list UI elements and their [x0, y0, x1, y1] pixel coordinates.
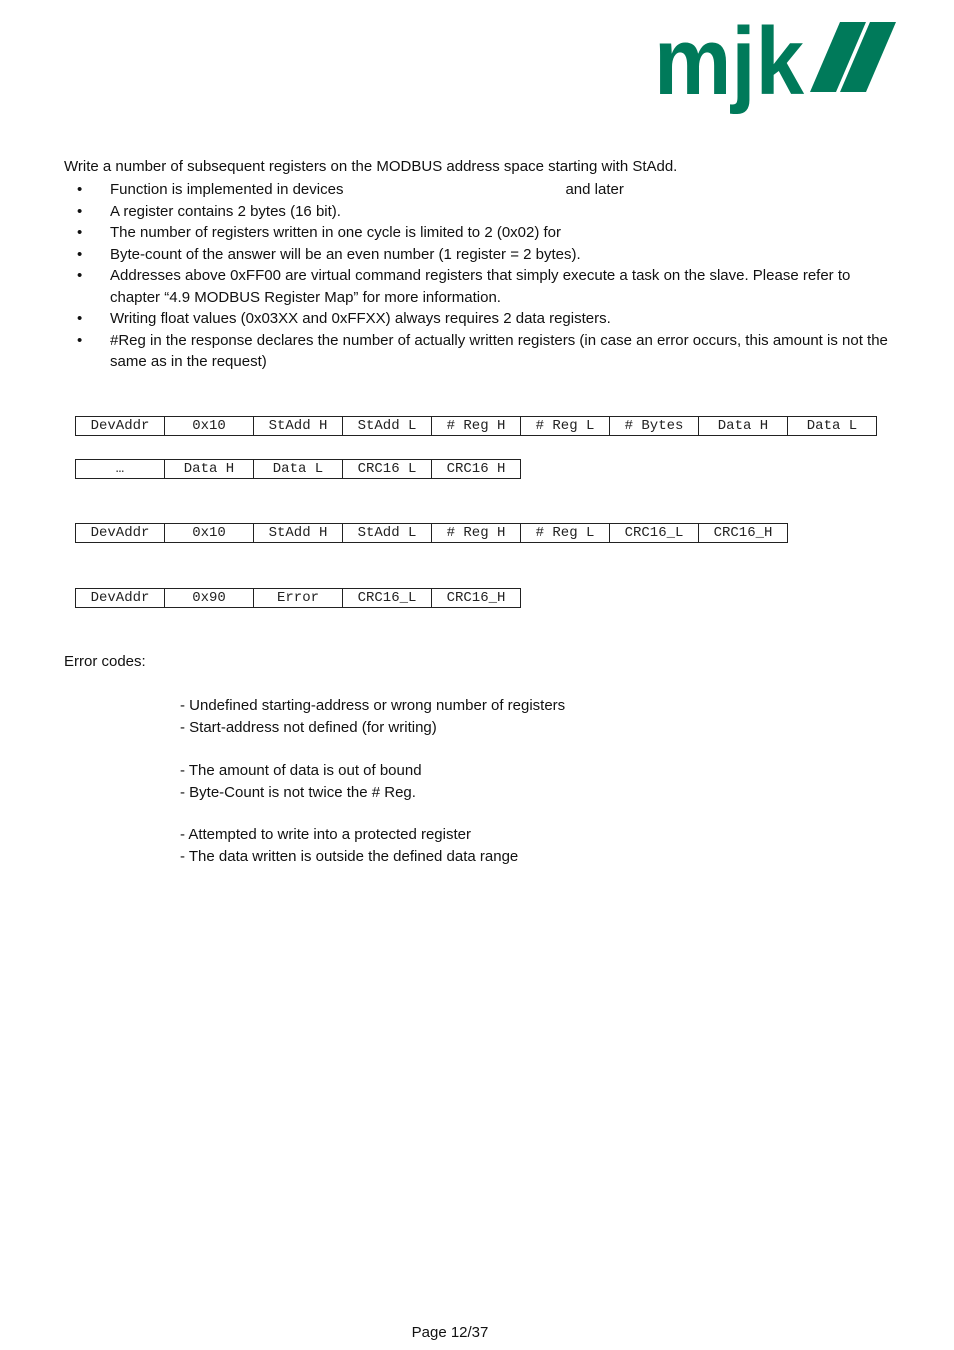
frame-cell: CRC16_H	[432, 589, 521, 607]
frame-cell: Error	[254, 589, 343, 607]
error-code-description: - Byte-Count is not twice the # Reg.	[180, 783, 416, 801]
frame-cell: DevAddr	[76, 524, 165, 542]
frame-cell: DevAddr	[76, 417, 165, 435]
frame-cell: # Reg L	[521, 417, 610, 435]
bullet-dot-icon: •	[77, 267, 83, 284]
bullet-suffix: and later	[565, 181, 624, 198]
bullet-item	[64, 244, 894, 266]
frame-cell: 0x10	[165, 524, 254, 542]
request-frame-line-2	[75, 459, 521, 479]
error-code-description: - Undefined starting-address or wrong number of registers	[180, 697, 566, 714]
frame-cell: StAdd L	[343, 524, 432, 542]
logo-wordmark: mjk	[654, 20, 805, 114]
error-code-group	[180, 760, 422, 803]
frame-cell: DevAddr	[76, 589, 165, 607]
frame-cell: CRC16_L	[610, 524, 699, 542]
intro-text: Write a number of subsequent registers on the MODBUS address space starting with StAdd.	[64, 158, 678, 175]
bullet-text: Function is implemented in devices	[110, 181, 344, 198]
frame-cell: CRC16_H	[699, 524, 788, 542]
error-code-description: - Start-address not defined (for writing)	[180, 718, 437, 736]
error-code-description: - Attempted to write into a protected register	[180, 826, 471, 843]
bullet-text: Byte-count of the answer will be an even number (1 register = 2 bytes).	[110, 245, 581, 263]
error-code-description: - The data written is outside the defined data range	[180, 847, 519, 865]
bullet-dot-icon: •	[77, 181, 83, 198]
response-frame	[75, 523, 788, 543]
frame-cell: Data H	[699, 417, 788, 435]
frame-cell: 0x90	[165, 589, 254, 607]
bullet-item	[64, 179, 894, 201]
frame-cell: CRC16_L	[343, 589, 432, 607]
bullet-item	[64, 308, 894, 330]
frame-cell: Data H	[165, 460, 254, 478]
bullet-text: The number of registers written in one cycle is limited to 2 (0x02) for	[110, 224, 562, 241]
bullet-dot-icon: •	[77, 224, 83, 241]
error-codes-heading: Error codes:	[64, 653, 146, 670]
bullet-dot-icon: •	[77, 202, 83, 220]
bullet-text: Addresses above 0xFF00 are virtual command registers that simply execute a task on the slave. Please refer to chapter “4.9 MODBUS Register Map” for more information.	[110, 267, 851, 306]
bullet-list	[64, 179, 894, 373]
frame-cell: Data L	[254, 460, 343, 478]
bullet-dot-icon: •	[77, 245, 83, 263]
frame-cell: # Reg L	[521, 524, 610, 542]
error-frame	[75, 588, 521, 608]
bullet-item	[64, 201, 894, 223]
bullet-item	[64, 265, 894, 308]
bullet-text: Writing float values (0x03XX and 0xFFXX) always requires 2 data registers.	[110, 310, 611, 327]
bullet-dot-icon: •	[77, 331, 83, 349]
frame-cell: CRC16 H	[432, 460, 521, 478]
error-code-description: - The amount of data is out of bound	[180, 762, 422, 779]
frame-cell: StAdd H	[254, 524, 343, 542]
error-code-group	[180, 824, 518, 867]
bullet-text: A register contains 2 bytes (16 bit).	[110, 202, 341, 220]
frame-cell: CRC16 L	[343, 460, 432, 478]
frame-cell: StAdd L	[343, 417, 432, 435]
frame-cell: # Bytes	[610, 417, 699, 435]
bullet-item	[64, 330, 894, 373]
frame-cell: # Reg H	[432, 417, 521, 435]
frame-cell: 0x10	[165, 417, 254, 435]
bullet-item	[64, 222, 894, 244]
request-frame-line-1	[75, 416, 877, 436]
bullet-dot-icon: •	[77, 310, 83, 327]
frame-cell: StAdd H	[254, 417, 343, 435]
error-code-group	[180, 695, 565, 738]
frame-cell: …	[76, 460, 165, 478]
frame-cell: Data L	[788, 417, 877, 435]
mjk-logo	[654, 20, 898, 114]
bullet-text: #Reg in the response declares the number of actually written registers (in case an error occurs, this amount is not the same as in the request)	[110, 331, 888, 370]
page-number: Page 12/37	[411, 1324, 489, 1341]
frame-cell: # Reg H	[432, 524, 521, 542]
